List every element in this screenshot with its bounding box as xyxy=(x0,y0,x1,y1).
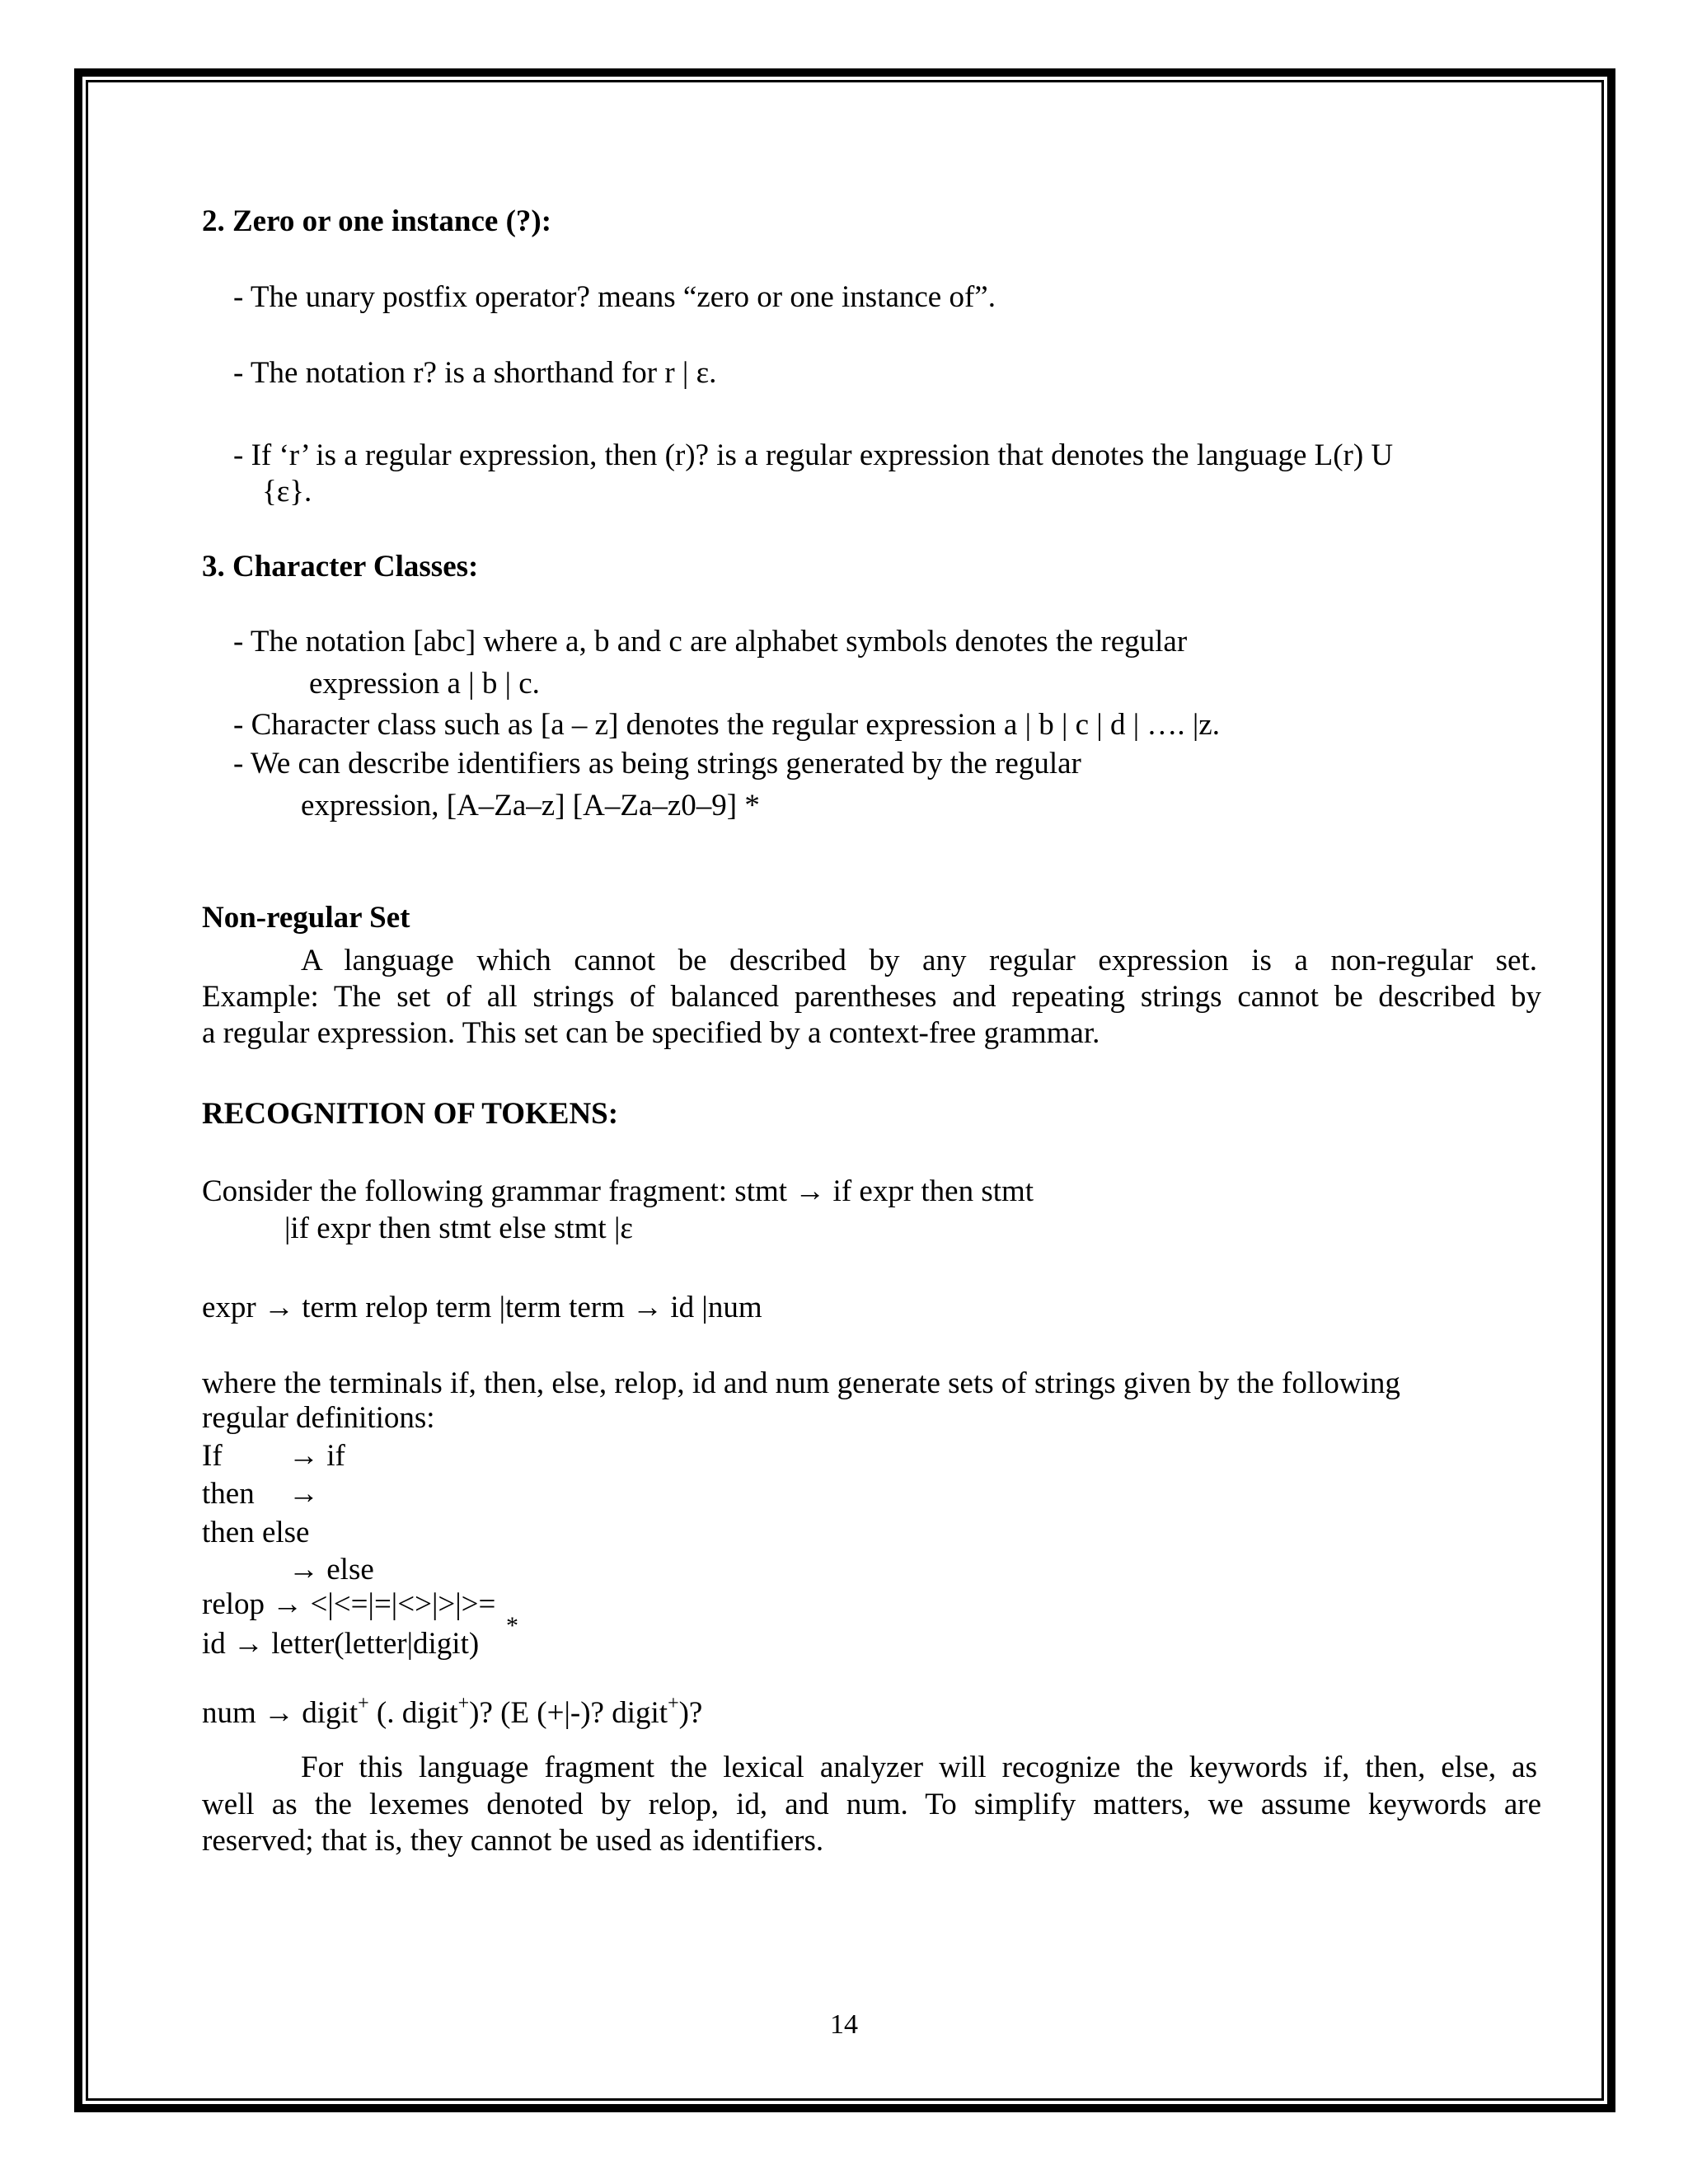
char-class-bullet-3: - We can describe identifiers as being strings generated by the regular xyxy=(233,747,1081,780)
grammar-line-2: |if expr then stmt else stmt |ε xyxy=(284,1212,633,1245)
def-if-value: → if xyxy=(288,1439,345,1473)
where-line-1: where the terminals if, then, else, relop, id and num generate sets of strings given by the following xyxy=(202,1366,1400,1400)
num-plus-3: + xyxy=(668,1693,679,1714)
zero-or-one-bullet-2: - The notation r? is a shorthand for r | ε. xyxy=(233,356,717,390)
heading-non-regular-set: Non-regular Set xyxy=(202,901,410,935)
zero-or-one-bullet-1: - The unary postfix operator? means “zero or one instance of”. xyxy=(233,280,996,314)
def-then-arrow: → xyxy=(288,1477,319,1511)
final-para-line-3: reserved; that is, they cannot be used as identifiers. xyxy=(202,1824,824,1858)
def-relop: relop → <|<=|=|<>|>|>= xyxy=(202,1587,496,1621)
page-number: 14 xyxy=(830,2009,858,2040)
char-class-bullet-1: - The notation [abc] where a, b and c are alphabet symbols denotes the regular xyxy=(233,625,1188,658)
expr-line: expr → term relop term |term term → id |num xyxy=(202,1291,762,1324)
heading-zero-or-one: 2. Zero or one instance (?): xyxy=(202,204,552,238)
def-then-else: then else xyxy=(202,1516,310,1549)
def-id-star: * xyxy=(506,1612,518,1639)
heading-character-classes: 3. Character Classes: xyxy=(202,550,479,583)
num-plus-1: + xyxy=(358,1693,369,1714)
num-plus-2: + xyxy=(457,1693,470,1714)
num-part-3: )? (E (+|-)? digit xyxy=(469,1696,668,1730)
non-regular-para-line-3: a regular expression. This set can be specified by a context-free grammar. xyxy=(202,1016,1100,1050)
where-line-2: regular definitions: xyxy=(202,1401,435,1435)
def-num xyxy=(202,1693,703,1732)
final-para-line-1: For this language fragment the lexical analyzer will recognize the keywords if, then, else, as xyxy=(301,1750,1537,1784)
num-part-2: (. digit xyxy=(368,1696,458,1730)
final-para-line-2: well as the lexemes denoted by relop, id, and num. To simplify matters, we assume keywords are xyxy=(202,1788,1541,1821)
num-part-4: )? xyxy=(678,1696,703,1730)
heading-recognition-of-tokens: RECOGNITION OF TOKENS: xyxy=(202,1097,619,1131)
char-class-bullet-1-cont: expression a | b | c. xyxy=(309,667,540,701)
char-class-bullet-3-cont: expression, [A–Za–z] [A–Za–z0–9] * xyxy=(301,789,760,823)
zero-or-one-bullet-3: - If ‘r’ is a regular expression, then (r)? is a regular expression that denotes the language L(r) U xyxy=(233,438,1394,472)
num-part-1: num → digit xyxy=(202,1696,359,1730)
char-class-bullet-2: - Character class such as [a – z] denotes the regular expression a | b | c | d | …. |z. xyxy=(233,708,1220,742)
grammar-line-1: Consider the following grammar fragment: stmt → if expr then stmt xyxy=(202,1174,1034,1208)
def-then-label: then xyxy=(202,1477,255,1511)
zero-or-one-bullet-3-cont: {ε}. xyxy=(262,475,312,509)
non-regular-para-line-1: A language which cannot be described by any regular expression is a non-regular set. xyxy=(301,944,1537,977)
def-if-label: If xyxy=(202,1439,223,1473)
non-regular-para-line-2: Example: The set of all strings of balanced parentheses and repeating strings cannot be described by xyxy=(202,980,1541,1014)
def-id: id → letter(letter|digit) xyxy=(202,1627,480,1661)
def-else-value: → else xyxy=(288,1553,374,1586)
